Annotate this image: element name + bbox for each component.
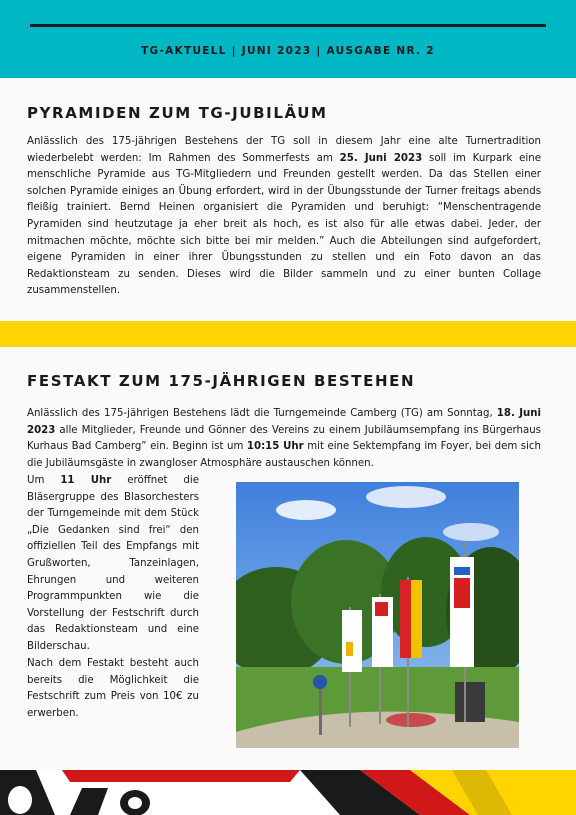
article2-title: FESTAKT ZUM 175-JÄHRIGEN BESTEHEN <box>27 372 416 390</box>
footer-banner <box>0 770 576 815</box>
article2-intro: Anlässlich des 175-jährigen Bestehens lädt die Turngemeinde Camberg (TG) am Sonntag, 18. Juni 2023 alle Mitglieder, Freunde und Gönner des Vereins zu einem Jubiläumsempfang ins Bürgerhaus Kurhaus Bad Camberg” ein. Beginn ist um 10:15 Uhr mit eine Sektempfang im Foyer, bei dem sich die Jubiläumsgäste in zwangloser Atmosphäre austauschen können. <box>27 408 541 469</box>
article2-closing: Nach dem Festakt besteht auch bereits die Möglichkeit die Festschrift zum Preis von 10€ zu erwerben. <box>27 658 199 719</box>
article1-date: 25. Juni 2023 <box>339 152 423 164</box>
article2-time1: 10:15 Uhr <box>246 441 304 453</box>
article1-body: Anlässlich des 175-jährigen Bestehens der TG soll in diesem Jahr eine alte Turnertradition wiederbelebt werden: Im Rahmen des Sommerfests am 25. Juni 2023 soll im Kurpark eine menschliche Pyramide aus TG-Mitgliedern und Freunden gestellt werden. Da das Stellen einer solchen Pyramide einiges an Übung erfordert, wird in der Übungsstunde der Turner freitags abends fleißig trainiert. Bernd Heinen organisiert die Pyramiden und beruhigt: “Menschentragende Pyramiden sind heutzutage ja eher breit als hoch, es ist also für alle etwas dabei. Jeder, der mitmachen möchte, möchte sich bitte bei mir melden.” Auch die Abteilungen sind aufgefordert, eigene Pyramiden in einer ihrer Übungsstunden zu stellen und ein Foto davon an das Redaktionsteam zu senden. Dieses wird die Bilder sammeln und zu einer bunten Collage zusammenstellen. <box>27 136 541 297</box>
article2-body: Um 11 Uhr eröffnet die Bläsergruppe des Blasorchesters der Turngemeinde mit dem Stück „Die Gedanken sind frei“ den offiziellen Teil des Empfangs mit Grußworten, Tanzeinlagen, Ehrungen und weiteren Programmpunkten wie die Vorstellung der Festschrift durch das Redaktionsteam und eine Bilderschau. <box>27 475 199 652</box>
issue-line: TG-AKTUELL | JUNI 2023 | AUSGABE NR. 2 <box>141 45 435 57</box>
header-rule <box>30 24 546 27</box>
article1-title: PYRAMIDEN ZUM TG-JUBILÄUM <box>27 104 328 122</box>
newsletter-header <box>0 0 576 78</box>
section-divider-band <box>0 321 576 347</box>
article2-date: 18. Juni 2023 <box>27 408 541 436</box>
article2-time2: 11 Uhr <box>60 475 112 486</box>
flags-in-park-photo <box>236 482 519 748</box>
